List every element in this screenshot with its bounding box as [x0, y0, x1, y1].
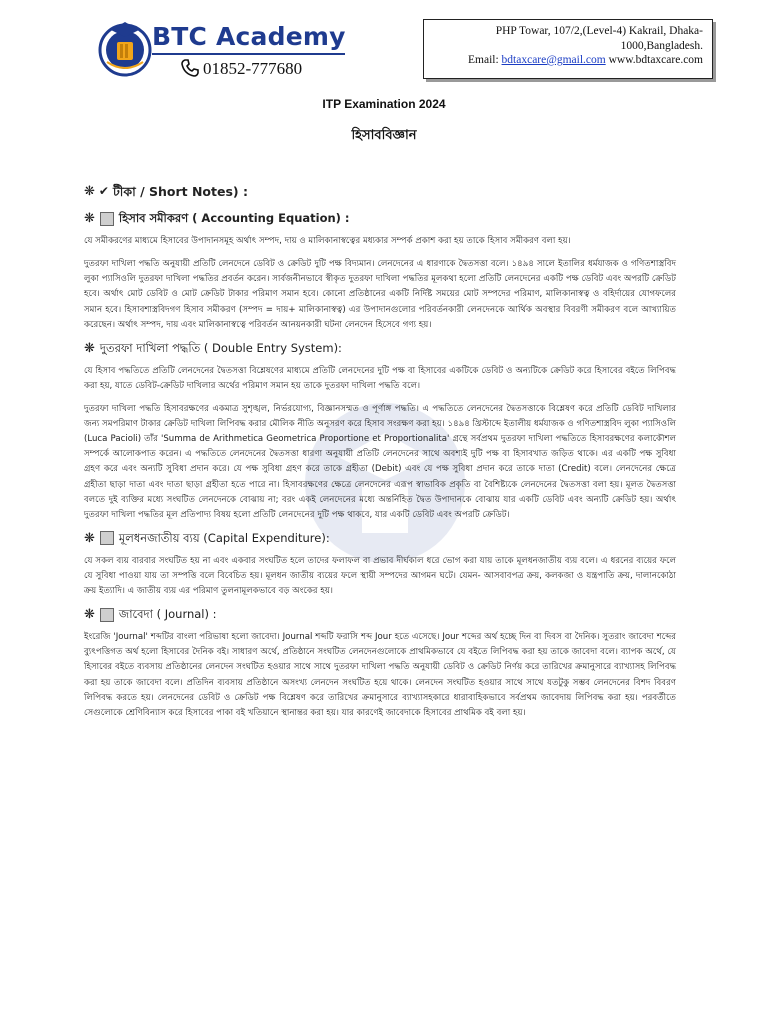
- paragraph: ইংরেজি 'Journal' শব্দটির বাংলা পরিভাষা হলো জাবেদা। Journal শব্দটি ফরাসি শব্দ Jour হতে এসেছে। Jour শব্দের অর্থ হচ্ছে দিন বা দিবস বা দৈনিক। সুতরাং জাবেদা শব্দের ব্যুৎপত্তিগত অর্থ হলো হিসাবের দৈনিক বই। সাধারণ অর্থে, প্রতিষ্ঠানে সংঘটিত লেনদেনগুলোকে প্রাথমিকভাবে যে বইতে লিপিবদ্ধ করা হয় তাকে জাবেদা বলে। ব্যাপক অর্থে, যে হিসাবের বইতে ব্যবসায় প্রতিষ্ঠানের লেনদেন সংঘটিত হওয়ার সাথে সাথে দুতরফা দাখিলা পদ্ধতি অনুযায়ী ডেবিট ও ক্রেডিট নির্ণয় করে তারিখের ক্রমানুসারে ব্যাখ্যাসহ লিপিবদ্ধ করা হয় তাকে জাবেদা বলে। প্রতিদিন ব্যবসায় প্রতিষ্ঠানে অসংখ্য লেনদেন সংঘটিত হয়ে থাকে। লেনদেন সংঘটিত হওয়ার সাথে সাথে যতটুকু সম্ভব লেনদেনের বিশদ বিবরণ লিপিবদ্ধ করতে হয়। লেনদেনের ডেবিট ও ক্রেডিট পক্ষ বিশ্লেষণ করে তারিখের ক্রমানুসারে ব্যাখ্যাসহকারে ধারাবাহিকভাবে সর্বপ্রথম জাবেদায় লিপিবদ্ধ করা হয়। পরবর্তীতে সেগুলোকে শ্রেণিবিন্যাস করে হিসাবের পাকা বই খতিয়ানে স্থানান্তর করা হয়। যার কারণেই জাবেদাকে হিসাবের প্রাথমিক বই বলা হয়।: [84, 632, 676, 718]
- brand-name: BTC Academy: [152, 22, 346, 51]
- asterisk-icon: ❋: [84, 184, 95, 199]
- phone-text: 01852-777680: [203, 59, 303, 78]
- paragraph: দুতরফা দাখিলা পদ্ধতি হিসাবরক্ষণের একমাত্র সুশৃঙ্খল, নির্ভরযোগ্য, বিজ্ঞানসম্মত ও পূর্ণাঙ্গ পদ্ধতি। এ পদ্ধতিতে লেনদেনের দ্বৈতসত্তাকে বিশ্লেষণ করে প্রতিটি ডেবিট দাখিলার জন্য সমপরিমাণ টাকার ক্রেডিট দাখিলা লিপিবদ্ধ করার মৌলিক নীতি অনুসরণ করে হিসাব সংরক্ষণ করা হয়। ১৪৯৪ খ্রিস্টাব্দে ইতালীয় ধর্মযাজক ও গণিতশাস্ত্রবিদ লুকা প্যাসিওলি (Luca Pacioli) তাঁর 'Summa de Arithmetica Geometrica Proportione et Proportionalita' গ্রন্থে সর্বপ্রথম দুতরফা দাখিলা পদ্ধতিতে হিসাবরক্ষণের কলাকৌশল সম্পর্কে আলোকপাত করেন। এ পদ্ধতিতে লেনদেনের দ্বৈতসত্তা ধারণা অনুযায়ী প্রতিটি লেনদেনের সাথে অবশ্যই দুটি পক্ষ বা হিসাবখাত জড়িত থাকে। এর একটি পক্ষ সুবিধা গ্রহণ করে এবং অন্যটি সুবিধা প্রদান করে। যে পক্ষ সুবিধা গ্রহণ করে তাকে গ্রহীতা (Debit) এবং যে পক্ষ সুবিধা প্রদান করে তাকে দাতা (Credit) বলে। লেনদেনের ক্ষেত্রে গ্রহীতা ছাড়া দাতা এবং দাতা ছাড়া গ্রহীতা হতে পারে না। হিসাবরক্ষণের ক্ষেত্রে লেনদেনের এরূপ স্বাভাবিক প্রকৃতি বা বৈশিষ্ট্যকে লেনদেনের দ্বৈতসত্তা বলা হয়। মূলত দ্বৈতসত্তা বলতে দুই ব্যক্তির মধ্যে সংঘটিত লেনদেনকে বোঝায় না; বরং একই লেনদেনের মধ্যে অন্তর্নিহিত দ্বৈত উপাদানকে বোঝায় যার একটি ডেবিট এবং অন্যটি ক্রেডিট হয়। অর্থাৎ দুতরফা দাখিলা পদ্ধতির মূল প্রতিপাদ্য বিষয় হলো প্রতিটি লেনদেনের দুটি পক্ষ থাকবে, যার একটি ডেবিট এবং অপরটি ক্রেডিট।: [84, 404, 676, 520]
- asterisk-icon: ❋: [84, 530, 95, 546]
- asterisk-icon: ❋: [84, 340, 95, 356]
- asterisk-icon: ❋: [84, 211, 95, 227]
- address-box: [423, 19, 713, 79]
- email-link[interactable]: bdtaxcare@gmail.com: [501, 54, 606, 66]
- email-label: Email:: [468, 54, 499, 66]
- address-line1: PHP Towar, 107/2,(Level-4) Kakrail, Dhaka-: [495, 25, 703, 37]
- checkbox-square-icon: [100, 608, 114, 622]
- section-title: মূলধনজাতীয় ব্যয় (Capital Expenditure):: [118, 530, 330, 545]
- website-text: www.bdtaxcare.com: [608, 54, 703, 66]
- section-title: দুতরফা দাখিলা পদ্ধতি ( Double Entry System):: [99, 340, 342, 355]
- btc-academy-logo: [95, 16, 155, 78]
- exam-title: ITP Examination 2024: [322, 97, 446, 111]
- section-heading-capital-expenditure: [84, 531, 676, 546]
- paragraph: যে সকল ব্যয় বারবার সংঘটিত হয় না এবং একবার সংঘটিত হলে তাদের ফলাফল বা প্রভাব দীর্ঘকাল ধরে ভোগ করা যায় তাকে মূলধনজাতীয় ব্যয় বলে। এ ধরনের ব্যয়ের ফলে যে সুবিধা পাওয়া যায় তা সম্পত্তি বলে বিবেচিত হয়। মূলধন জাতীয় ব্যয়ের ফলে স্থায়ী সম্পদের আগমন ঘটে। যেমন- আসবাবপত্র ক্রয়, কলকজা ও যন্ত্রপাতি ক্রয়, দালানকোঠা ক্রয় ইত্যাদি। এ জাতীয় ব্যয় এর পরিমাণ তুলনামূলকভাবে বড় অংকের হয়।: [84, 555, 676, 597]
- checkbox-square-icon: [100, 531, 114, 545]
- address-line2: 1000,Bangladesh.: [620, 39, 703, 52]
- section-heading-double-entry: [84, 341, 676, 356]
- section-title: জাবেদা ( Journal) :: [118, 607, 217, 622]
- checkbox-square-icon: [100, 212, 114, 226]
- notes-heading: [84, 184, 676, 199]
- paragraph: যে হিসাব পদ্ধতিতে প্রতিটি লেনদেনের দ্বৈতসত্তা বিশ্লেষণের মাধ্যমে প্রতিটি লেনদেনের দুটি পক্ষ বা হিসাবের একটিকে ডেবিট ও অন্যটিকে ক্রেডিট করে হিসাবের বইতে লিপিবদ্ধ করা হয়, যাতে ডেবিট-ক্রেডিট দাখিলার অর্থের পরিমাণ সমান হয় তাকে দুতরফা দাখিলা পদ্ধতি বলে।: [84, 365, 676, 391]
- section-title: হিসাব সমীকরণ ( Accounting Equation) :: [118, 211, 350, 226]
- checkmark-icon: ✔: [98, 184, 109, 198]
- section-heading-journal: [84, 607, 676, 622]
- paragraph: দুতরফা দাখিলা পদ্ধতি অনুযায়ী প্রতিটি লেনদেনে ডেবিট ও ক্রেডিট দুটি পক্ষ বিদ্যমান। লেনদেনের এ ধারণাকে দ্বৈতসত্তা বলে। ১৪৯৪ সালে ইতালির ধর্মযাজক ও গণিতশাস্ত্রবিদ লুকা প্যাসিওলি দুতরফা দাখিলা পদ্ধতির প্রবর্তন করেন। সার্বজনীনভাবে স্বীকৃত দুতরফা দাখিলা পদ্ধতির মূলকথা হলো প্রতিটি লেনদেনের একটি পক্ষ ডেবিট এবং অপরটি ক্রেডিট হবে। অর্থাৎ মোট ডেবিট ও মোট ক্রেডিট টাকার পরিমাণ সমান হবে। কোনো প্রতিষ্ঠানের একটি নির্দিষ্ট সময়ের মোট সম্পদের পরিমাণ, মালিকানাস্বত্ব ও বহির্দায়ের যোগফলের সমান হবে। হিসাবশাস্ত্রবিদগণ হিসাব সমীকরণ (সম্পদ = দায়+ মালিকানাস্বত্ব) এর উপাদানগুলোর পরিবর্তনকারী লেনদেনকে আর্থিক অবস্থার বিবরণী সমীকরণ বলে আখ্যায়িত করেছেন। অর্থাৎ সম্পদ, দায় এবং মালিকানাস্বত্বে পরিবর্তন আনয়নকারী ঘটনা লেনদেন হিসেবে গণ্য হয়।: [84, 259, 676, 330]
- brand-underline: [152, 53, 345, 55]
- phone-number: [179, 59, 302, 79]
- notes-content: [84, 184, 676, 729]
- paragraph: যে সমীকরণের মাধ্যমে হিসাবের উপাদানসমূহ অর্থাৎ সম্পদ, দায় ও মালিকানাস্বত্বের মধ্যকার সম্পর্ক প্রকাশ করা হয় তাকে হিসাব সমীকরণ বলা হয়।: [84, 236, 571, 247]
- section-heading-accounting-equation: [84, 211, 676, 226]
- asterisk-icon: ❋: [84, 607, 95, 623]
- notes-heading-text: টীকা / Short Notes) :: [112, 184, 248, 199]
- contact-line: [430, 53, 703, 68]
- subject-title: হিসাববিজ্ঞান: [351, 128, 417, 143]
